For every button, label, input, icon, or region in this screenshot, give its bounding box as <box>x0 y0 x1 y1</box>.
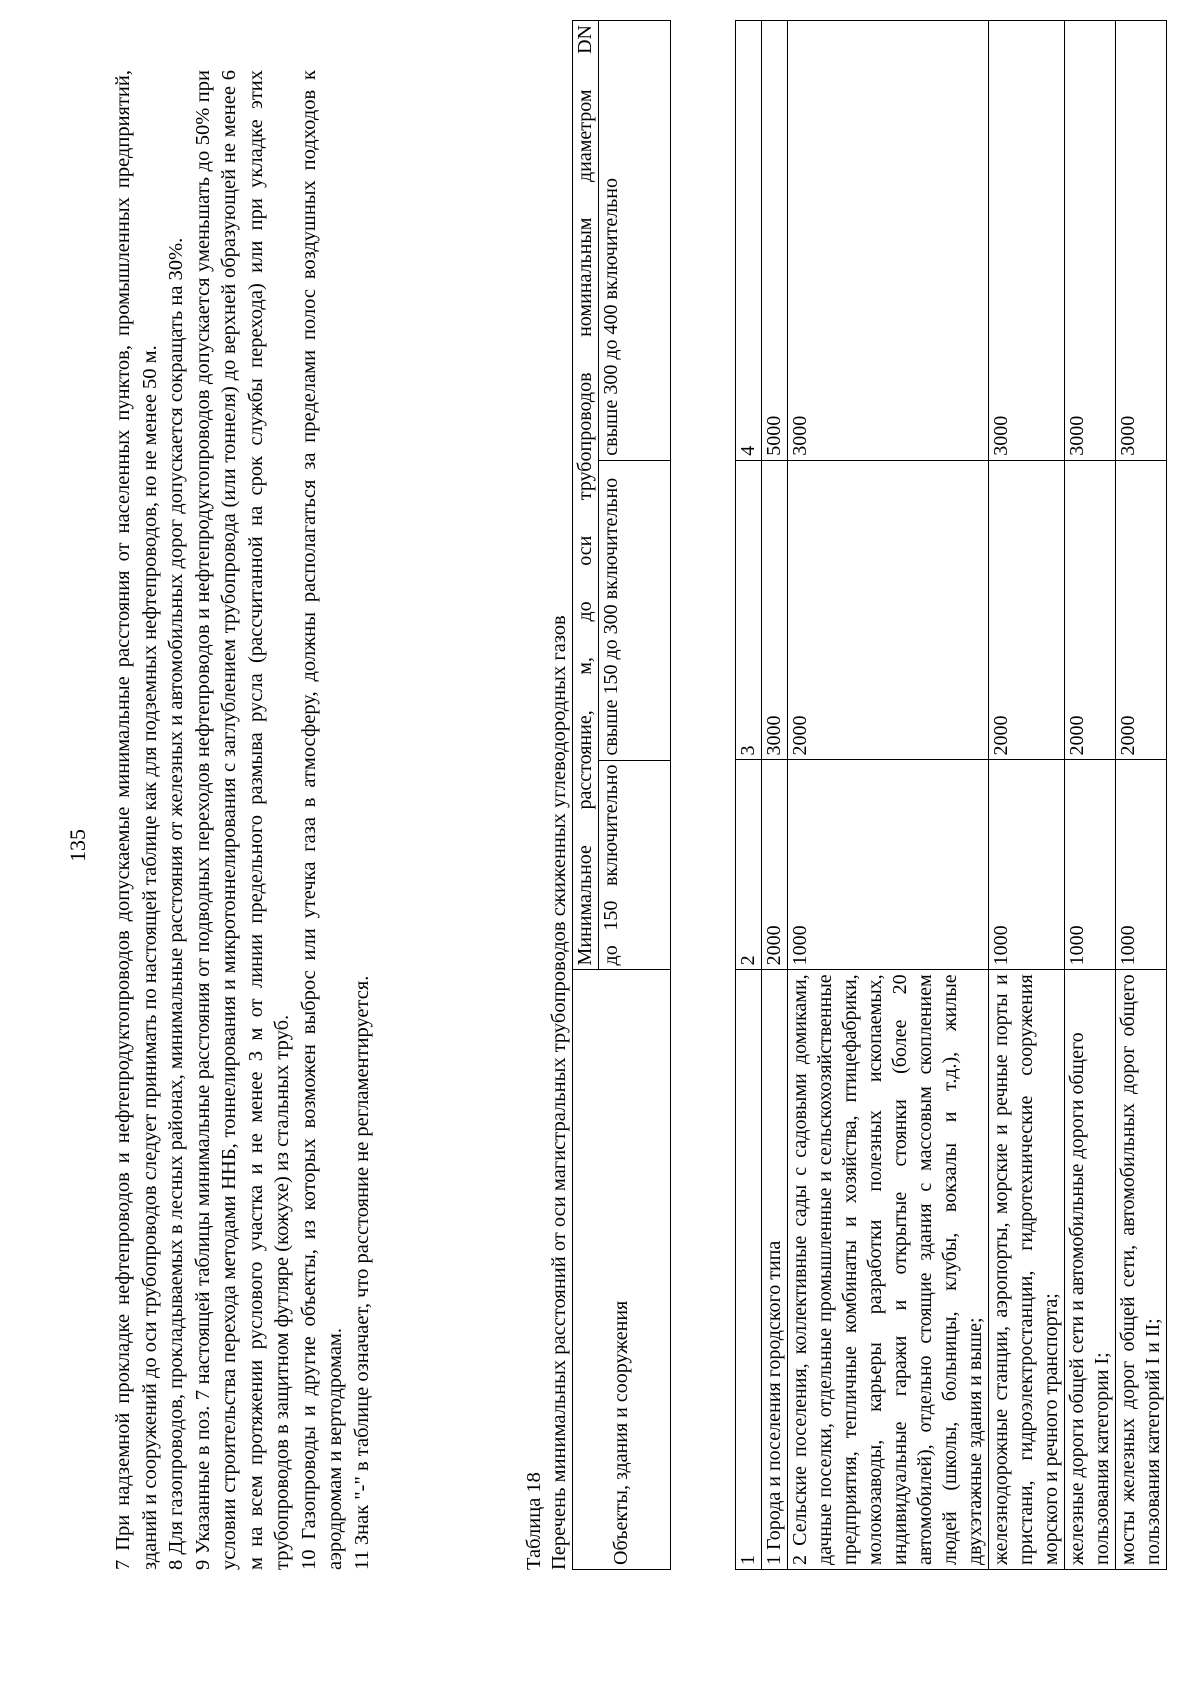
table-row <box>762 21 788 1570</box>
page-number: 135 <box>65 829 90 862</box>
cell-obj: железные дороги общей сети и автомобильные дороги общего пользования категории I; <box>1065 970 1116 1570</box>
table-row <box>1116 21 1167 1570</box>
table-row <box>1065 21 1116 1570</box>
cell-a: 1000 <box>989 760 1065 970</box>
header-objects: Объекты, здания и сооружения <box>573 970 671 1570</box>
header-col-a: до 150 включительно <box>599 760 671 970</box>
note-8: 8 Для газопроводов, прокладываемых в лесных районах, минимальные расстояния от железных и автомобильных дорог допускается сокращать на 30%. <box>165 237 187 1570</box>
header-col-b: свыше 150 до 300 включительно <box>599 460 671 760</box>
cell-a: 2000 <box>762 760 788 970</box>
header-distance: Минимальное расстояние, м, до оси трубопроводов номинальным диаметром DN <box>573 21 599 970</box>
cell-c: 3000 <box>788 21 989 461</box>
table-row <box>989 21 1065 1570</box>
cell-a: 1000 <box>1065 760 1116 970</box>
cell-b: 3000 <box>762 460 788 760</box>
cell-obj: 1 <box>736 970 762 1570</box>
cell-b: 2000 <box>1065 460 1116 760</box>
note-9: 9 Указанные в поз. 7 настоящей таблицы минимальные расстояния от подводных переходов нефтепроводов и нефтепродуктопроводов допускается уменьшать до 50% при условии строительства перехода методами ННБ, тоннелирования и микротоннелирования с заглублением трубопровода (или тоннеля) до верхней образующей не менее 6 м на всем протяжении руслового участка и не менее 3 м от линии предельного размыва русла (рассчитанной на срок службы перехода) или при укладке этих трубопроводов в защитном футляре (кожухе) из стальных труб. <box>191 70 293 1570</box>
header-col-c: свыше 300 до 400 включительно <box>599 21 671 461</box>
table-caption <box>522 615 572 1570</box>
cell-obj: 1 Города и поселения городского типа <box>762 970 788 1570</box>
note-7: 7 При надземной прокладке нефтепроводов и нефтепродуктопроводов допускаемые минимальные расстояния от населенных пунктов, промышленных предприятий, зданий и сооружений до оси трубопроводов следует принимать по настоящей таблице как для подземных нефтепроводов, но не менее 50 м. <box>112 70 161 1570</box>
cell-c: 3000 <box>989 21 1065 461</box>
cell-b: 3 <box>736 460 762 760</box>
cell-b: 2000 <box>1116 460 1167 760</box>
table-label: Таблица 18 <box>523 1472 545 1570</box>
cell-c: 3000 <box>1116 21 1167 461</box>
cell-obj: мосты железных дорог общей сети, автомобильных дорог общего пользования категорий I и II; <box>1116 970 1167 1570</box>
note-11: 11 Знак "-" в таблице означает, что расстояние не регламентируется. <box>350 975 373 1570</box>
cell-c: 4 <box>736 21 762 461</box>
table-body <box>735 20 1167 1570</box>
notes-text <box>110 70 375 1570</box>
cell-obj: 2 Сельские поселения, коллективные сады с садовыми домиками, дачные поселки, отдельные промышленные и сельскохозяйственные предприятия, тепличные комбинаты и хозяйства, птицефабрики, молокозаводы, карьеры разработки полезных ископаемых, индивидуальные гаражи и открытые стоянки (более 20 автомобилей), отдельно стоящие здания с массовым скоплением людей (школы, больницы, клубы, вокзалы и т.д.), жилые двухэтажные здания и выше; <box>788 970 989 1570</box>
cell-a: 1000 <box>788 760 989 970</box>
cell-obj: железнодорожные станции, аэропорты, морские и речные порты и пристани, гидроэлектростанции, гидротехнические сооружения морского и речного транспорта; <box>989 970 1065 1570</box>
cell-b: 2000 <box>989 460 1065 760</box>
table-title: Перечень минимальных расстояний от оси магистральных трубопроводов сжиженных углеводородных газов <box>548 615 570 1570</box>
cell-a: 1000 <box>1116 760 1167 970</box>
cell-c: 3000 <box>1065 21 1116 461</box>
table-header <box>572 20 671 1570</box>
cell-b: 2000 <box>788 460 989 760</box>
table-row <box>788 21 989 1570</box>
note-10: 10 Газопроводы и другие объекты, из которых возможен выброс или утечка газа в атмосферу, должны располагаться за пределами полос воздушных подходов к аэродромам и вертодромам. <box>297 70 346 1570</box>
cell-c: 5000 <box>762 21 788 461</box>
cell-a: 2 <box>736 760 762 970</box>
table-row <box>736 21 762 1570</box>
